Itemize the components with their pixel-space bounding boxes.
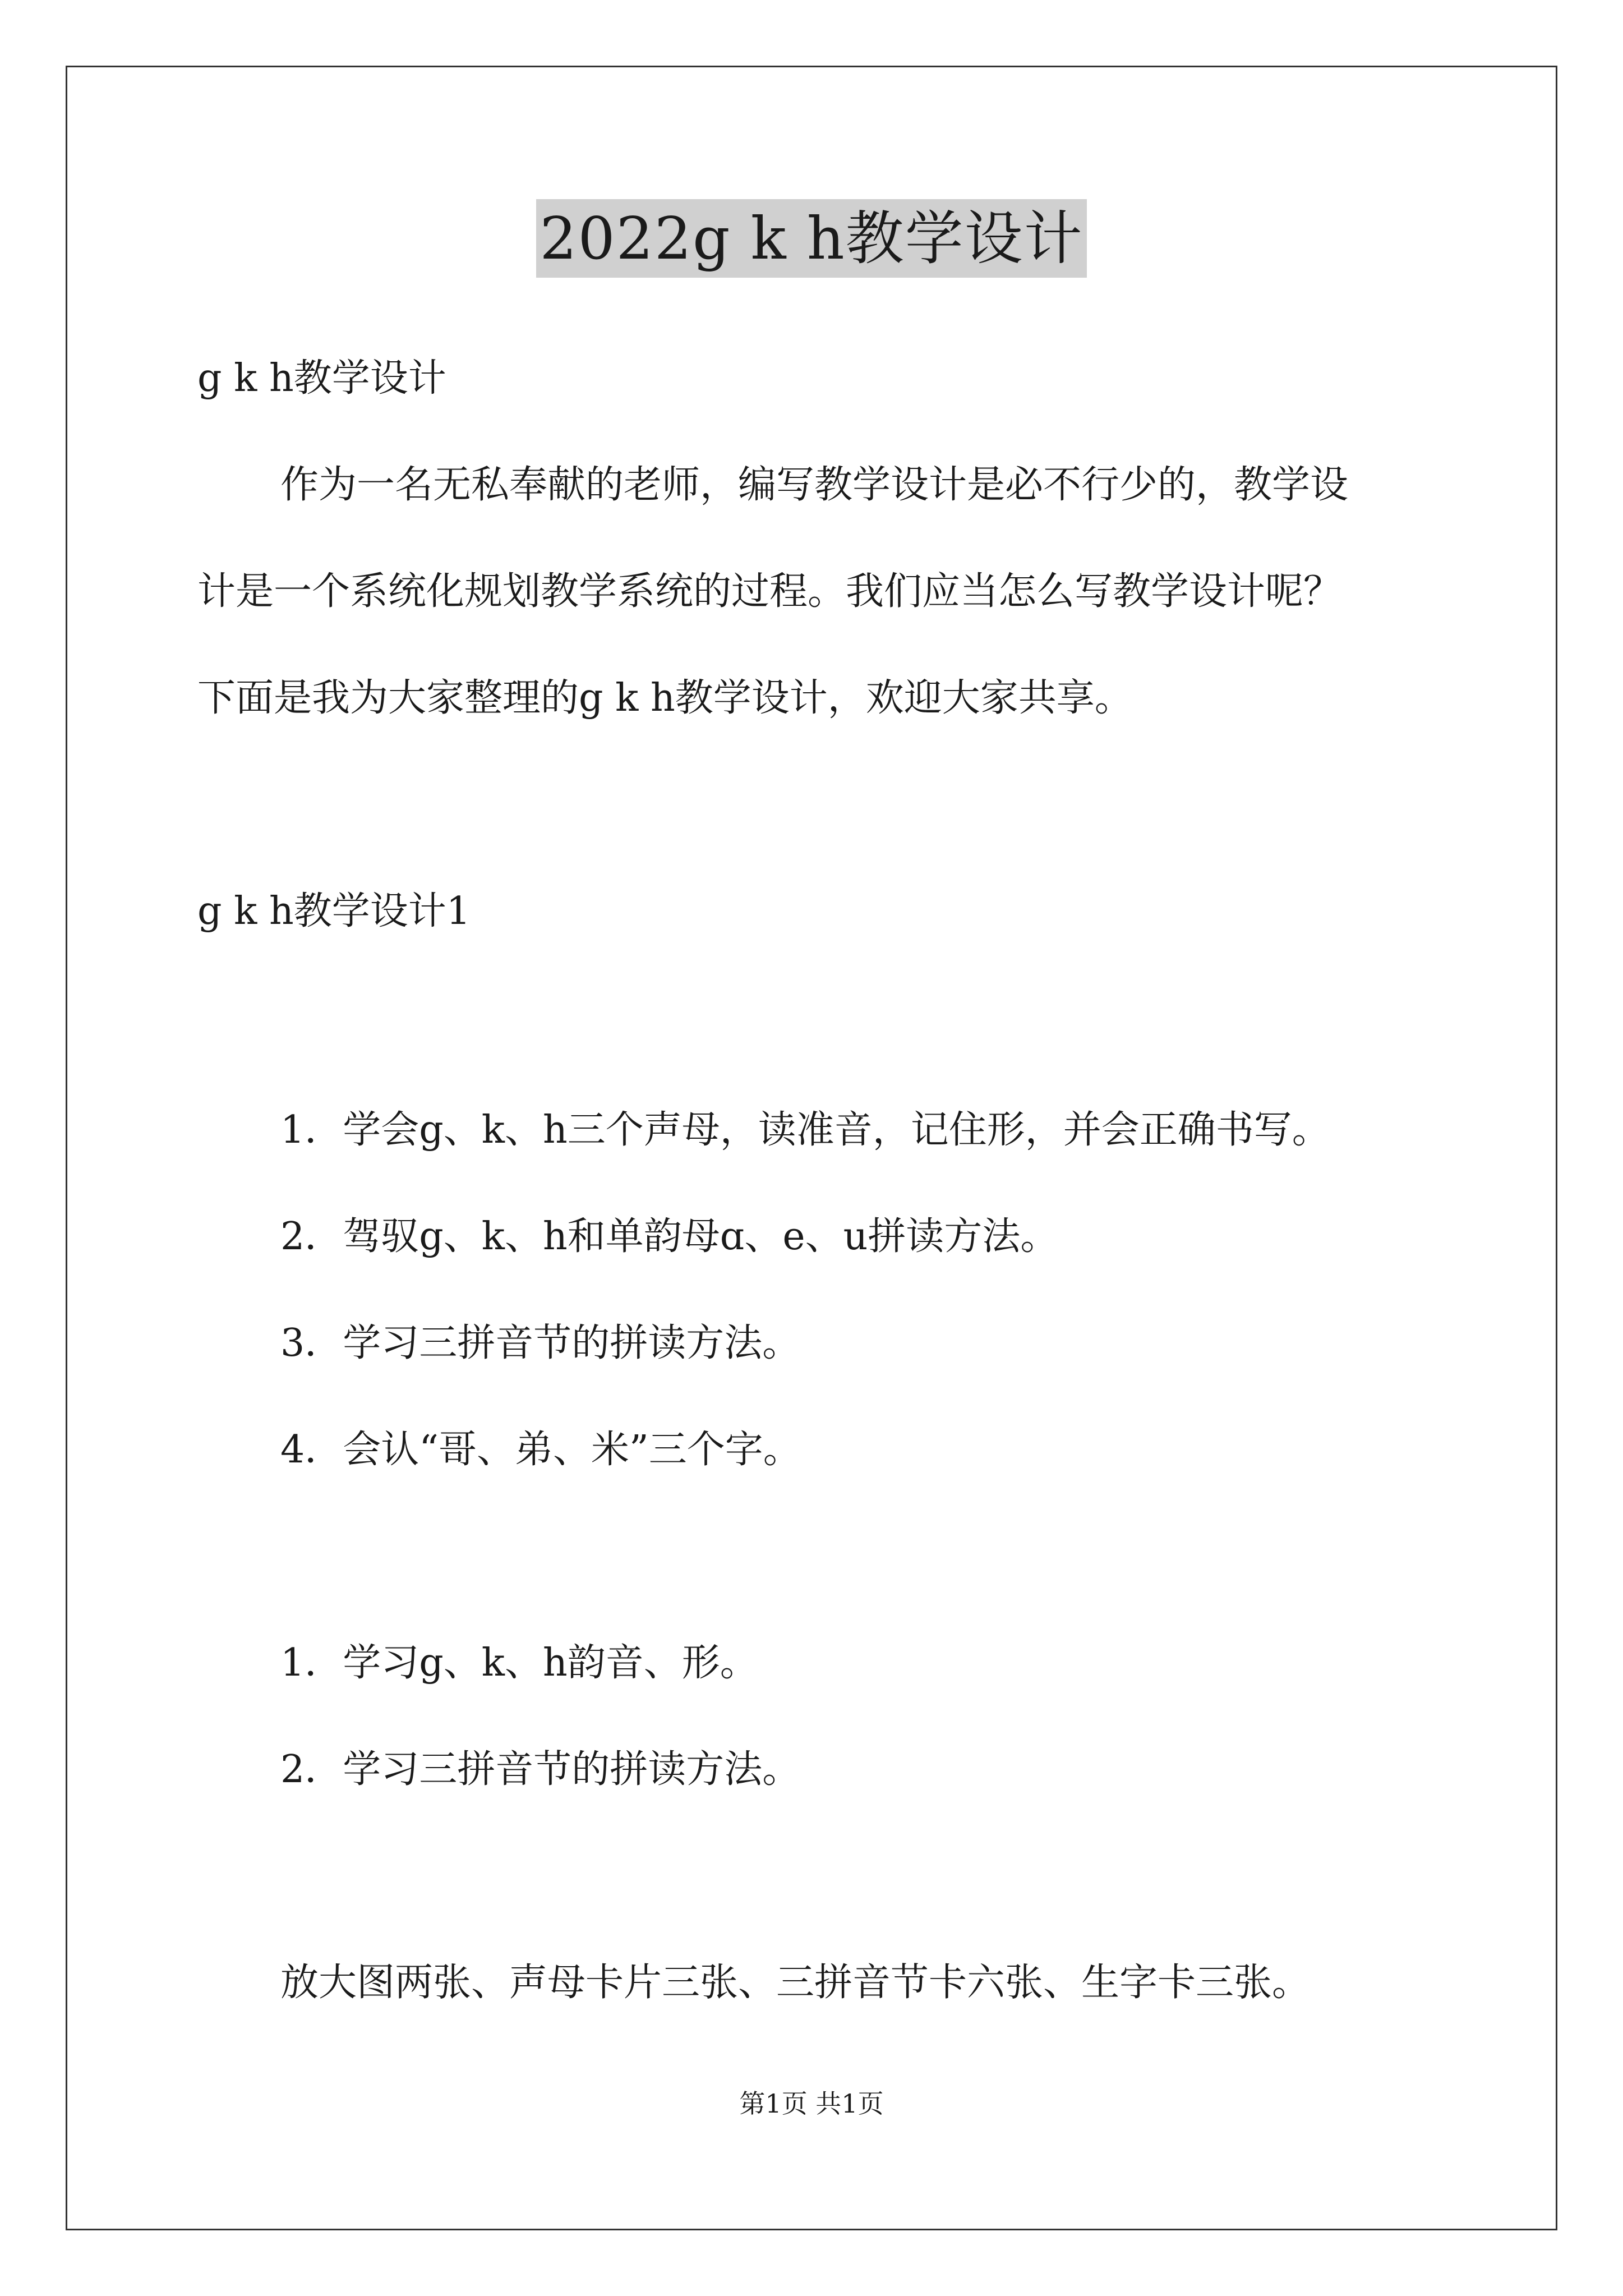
- intro-line-2: 计是一个系统化规划教学系统的过程。我们应当怎么写教学设计呢？: [197, 569, 1342, 614]
- document-title: 2022g k h教学设计: [536, 199, 1086, 278]
- title-container: [0, 199, 1623, 278]
- document-subtitle: g k h教学设计: [197, 356, 446, 401]
- materials-line: 放大图两张、声母卡片三张、三拼音节卡六张、生字卡三张。: [280, 1961, 1311, 2005]
- goal-item-2: 2．驾驭g、k、h和单韵母ɑ、e、u拼读方法。: [280, 1214, 1059, 1259]
- goal-item-4: 4．会认“哥、弟、米”三个字。: [280, 1428, 801, 1472]
- goal-item-3: 3．学习三拼音节的拼读方法。: [280, 1321, 801, 1365]
- key-point-1: 1．学习g、k、h韵音、形。: [280, 1641, 758, 1685]
- page-footer: 第1页 共1页: [739, 2088, 884, 2119]
- intro-line-3: 下面是我为大家整理的g k h教学设计，欢迎大家共享。: [197, 676, 1133, 720]
- key-point-2: 2．学习三拼音节的拼读方法。: [280, 1747, 801, 1792]
- goal-item-1: 1．学会g、k、h三个声母，读准音，记住形，并会正确书写。: [280, 1108, 1330, 1152]
- section-heading: g k h教学设计1: [197, 889, 471, 933]
- intro-line-1: 作为一名无私奉献的老师，编写教学设计是必不行少的，教学设: [280, 463, 1349, 507]
